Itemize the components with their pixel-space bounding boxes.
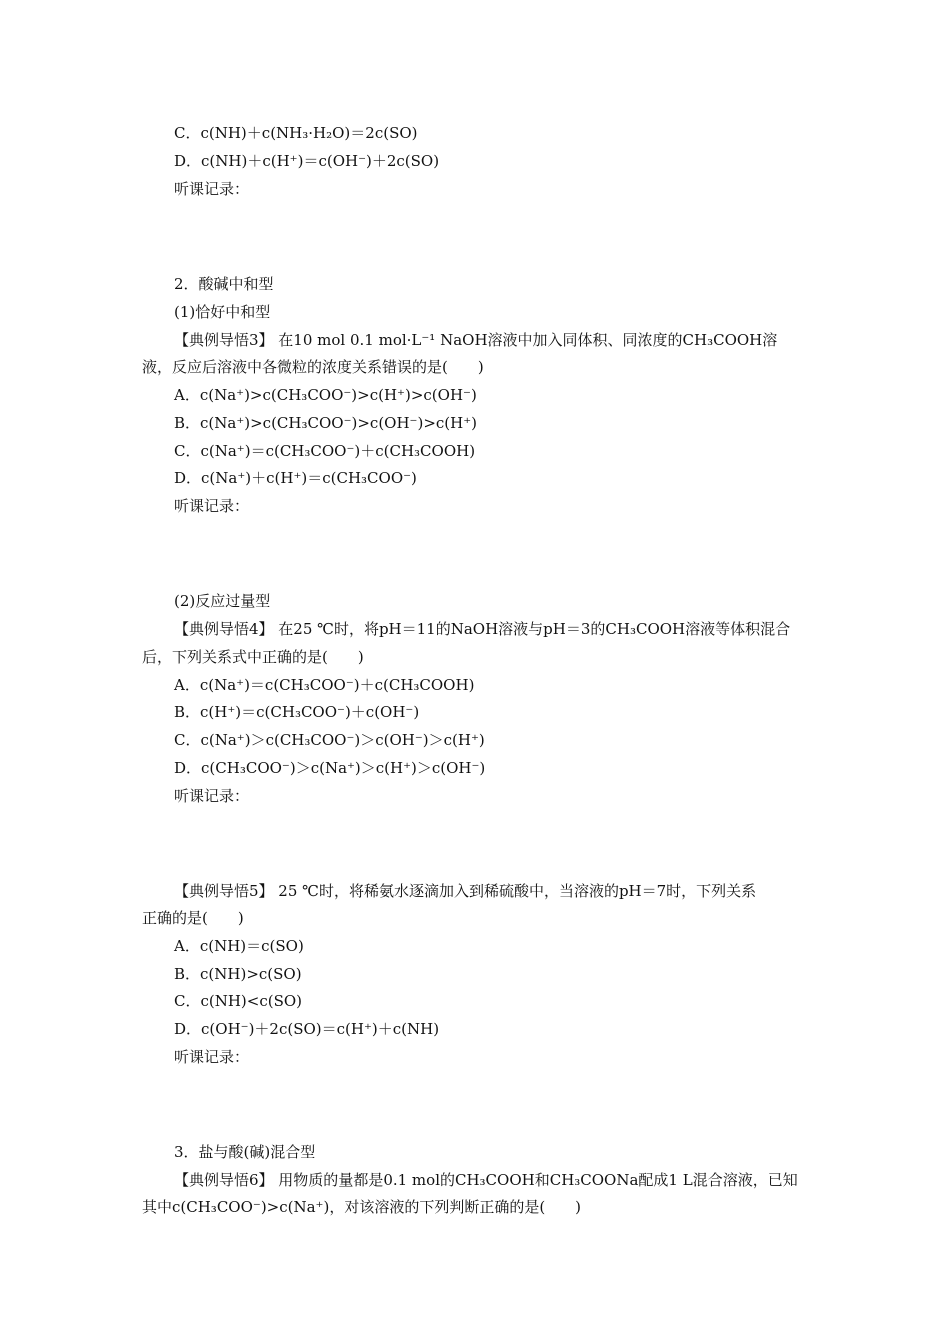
section-heading: 2．酸碱中和型 (174, 275, 274, 293)
notes-label: 听课记录： (174, 1048, 250, 1066)
option-c: C．c(NH)<c(SO) (174, 992, 303, 1010)
option-a: A．c(Na⁺)＝c(CH₃COO⁻)＋c(CH₃COOH) (174, 676, 475, 694)
option-a: A．c(Na⁺)>c(CH₃COO⁻)>c(H⁺)>c(OH⁻) (174, 386, 477, 404)
option-b: B．c(NH)>c(SO) (174, 965, 302, 983)
option-d: D．c(Na⁺)＋c(H⁺)＝c(CH₃COO⁻) (174, 469, 417, 487)
example-4-question-cont: 后，下列关系式中正确的是( ) (142, 648, 364, 666)
option-d: D．c(CH₃COO⁻)＞c(Na⁺)＞c(H⁺)＞c(OH⁻) (174, 759, 486, 777)
option-c: C．c(Na⁺)＝c(CH₃COO⁻)＋c(CH₃COOH) (174, 442, 476, 460)
notes-label: 听课记录： (174, 497, 250, 515)
option-b: B．c(Na⁺)>c(CH₃COO⁻)>c(OH⁻)>c(H⁺) (174, 414, 477, 432)
example-4-question: 【典例导悟4】 在25 ℃时，将pH＝11的NaOH溶液与pH＝3的CH₃COOH溶液等体积混合 (174, 620, 791, 638)
option-a: A．c(NH)＝c(SO) (174, 937, 304, 955)
notes-label: 听课记录： (174, 787, 250, 805)
option-b: B．c(H⁺)＝c(CH₃COO⁻)＋c(OH⁻) (174, 703, 420, 721)
option-d: D．c(NH)＋c(H⁺)＝c(OH⁻)＋2c(SO) (174, 152, 440, 170)
example-5-question: 【典例导悟5】 25 ℃时，将稀氨水逐滴加入到稀硫酸中，当溶液的pH＝7时，下列关系 (174, 882, 757, 900)
example-6-question-cont: 其中c(CH₃COO⁻)>c(Na⁺)，对该溶液的下列判断正确的是( ) (142, 1198, 582, 1216)
option-c: C．c(NH)＋c(NH₃·H₂O)＝2c(SO) (174, 124, 418, 142)
subsection-heading: (1)恰好中和型 (174, 303, 271, 321)
example-5-question-cont: 正确的是( ) (142, 909, 244, 927)
example-3-question-cont: 液，反应后溶液中各微粒的浓度关系错误的是( ) (142, 358, 484, 376)
subsection-heading: (2)反应过量型 (174, 592, 271, 610)
section-heading: 3．盐与酸(碱)混合型 (174, 1143, 316, 1161)
example-3-question: 【典例导悟3】 在10 mol 0.1 mol·L⁻¹ NaOH溶液中加入同体积、同浓度的CH₃COOH溶 (174, 331, 778, 349)
example-6-question: 【典例导悟6】 用物质的量都是0.1 mol的CH₃COOH和CH₃COONa配成1 L混合溶液，已知 (174, 1171, 798, 1189)
option-c: C．c(Na⁺)＞c(CH₃COO⁻)＞c(OH⁻)＞c(H⁺) (174, 731, 485, 749)
option-d: D．c(OH⁻)＋2c(SO)＝c(H⁺)＋c(NH) (174, 1020, 440, 1038)
notes-label: 听课记录： (174, 180, 250, 198)
